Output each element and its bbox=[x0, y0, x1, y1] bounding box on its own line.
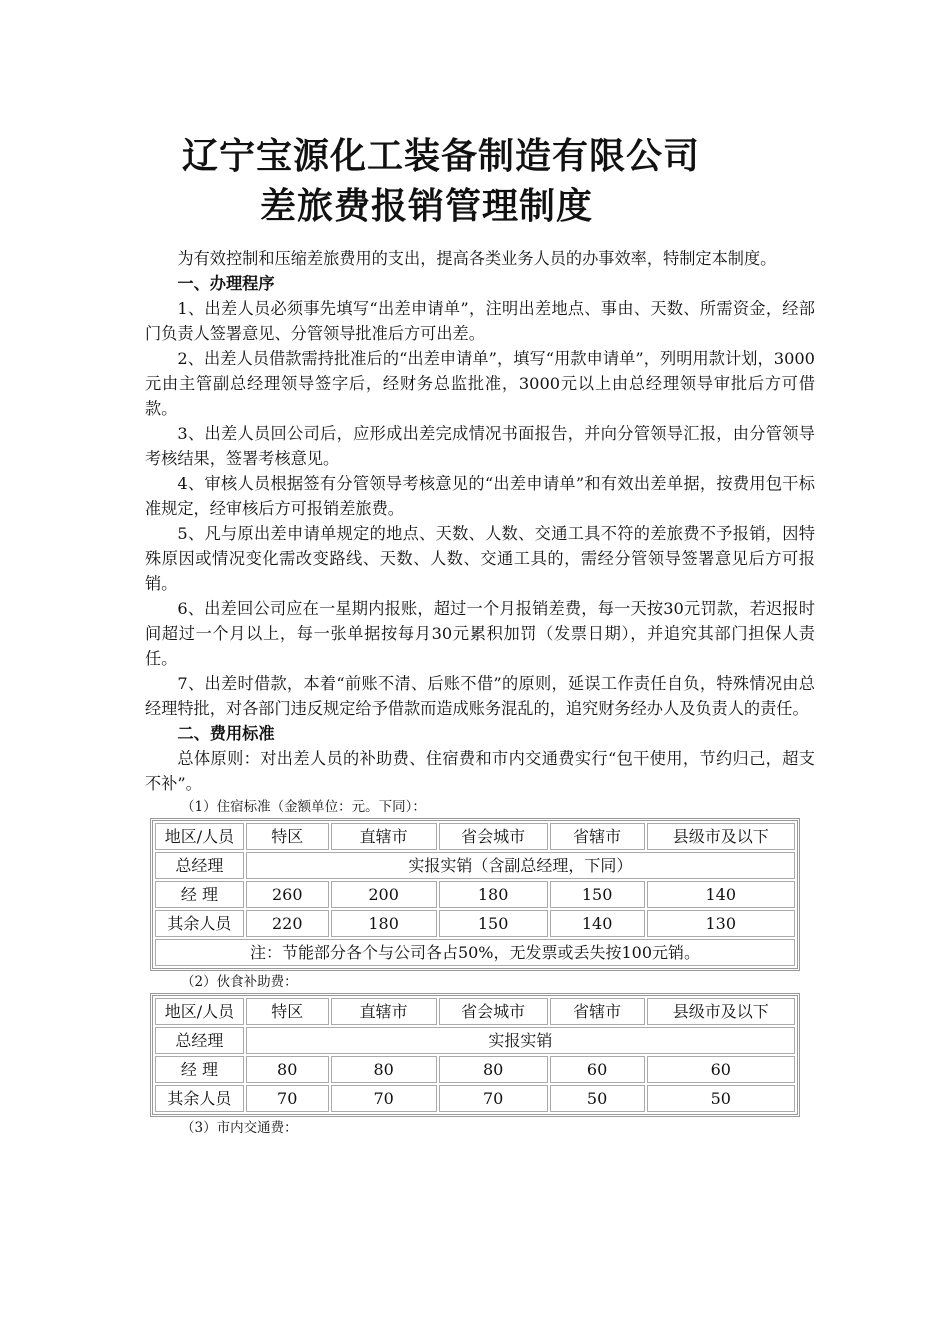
row-label: 总经理 bbox=[155, 1027, 244, 1054]
row-label: 其余人员 bbox=[155, 910, 244, 937]
table-cell: 150 bbox=[550, 881, 645, 908]
section-heading-procedure: 一、办理程序 bbox=[177, 274, 275, 293]
table-cell: 140 bbox=[647, 881, 795, 908]
table-cell: 220 bbox=[246, 910, 329, 937]
table-cell: 80 bbox=[331, 1056, 437, 1083]
table-row bbox=[155, 1027, 795, 1054]
document-body bbox=[145, 246, 815, 1139]
table-cell: 60 bbox=[647, 1056, 795, 1083]
procedure-item: 6、出差回公司应在一星期内报账，超过一个月报销差费，每一天按30元罚款，若迟报时间超过一个月以上，每一张单据按每月30元累积加罚（发票日期），并追究其部门担保人责任。 bbox=[145, 599, 815, 668]
table-cell: 260 bbox=[246, 881, 329, 908]
row-label: 经 理 bbox=[155, 881, 244, 908]
table-header-row bbox=[155, 998, 795, 1025]
general-principle: 总体原则：对出差人员的补助费、住宿费和市内交通费实行“包干使用，节约归己，超支不补”。 bbox=[145, 749, 815, 793]
table-cell: 150 bbox=[439, 910, 548, 937]
merged-cell: 实报实销（含副总经理，下同） bbox=[246, 852, 795, 879]
table-caption-transport: （3）市内交通费： bbox=[181, 1120, 298, 1136]
procedure-item: 2、出差人员借款需持批准后的“出差申请单”，填写“用款申请单”，列明用款计划，3000元由主管副总经理领导签字后，经财务总监批准，3000元以上由总经理领导审批后方可借款。 bbox=[145, 349, 815, 418]
header-cell: 直辖市 bbox=[331, 998, 437, 1025]
table-cell: 70 bbox=[439, 1085, 548, 1112]
table-caption-lodging: （1）住宿标准（金额单位：元。下同）： bbox=[181, 799, 426, 815]
table-header-row bbox=[155, 823, 795, 850]
table-cell: 140 bbox=[550, 910, 645, 937]
procedure-item: 4、审核人员根据签有分管领导考核意见的“出差申请单”和有效出差单据，按费用包干标准规定，经审核后方可报销差旅费。 bbox=[145, 474, 815, 518]
header-cell: 特区 bbox=[246, 823, 329, 850]
intro-paragraph: 为有效控制和压缩差旅费用的支出，提高各类业务人员的办事效率，特制定本制度。 bbox=[177, 249, 777, 268]
row-label: 经 理 bbox=[155, 1056, 244, 1083]
table-cell: 130 bbox=[647, 910, 795, 937]
header-cell: 特区 bbox=[246, 998, 329, 1025]
table-cell: 200 bbox=[331, 881, 437, 908]
header-cell: 省会城市 bbox=[439, 823, 548, 850]
header-cell: 县级市及以下 bbox=[647, 998, 795, 1025]
merged-cell: 实报实销 bbox=[246, 1027, 795, 1054]
header-cell: 县级市及以下 bbox=[647, 823, 795, 850]
table-cell: 60 bbox=[550, 1056, 645, 1083]
meal-allowance-table bbox=[150, 993, 800, 1117]
procedure-item: 1、出差人员必须事先填写“出差申请单”，注明出差地点、事由、天数、所需资金，经部门负责人签署意见、分管领导批准后方可出差。 bbox=[145, 299, 815, 343]
lodging-standard-table bbox=[150, 818, 800, 971]
table-row bbox=[155, 910, 795, 937]
table-row bbox=[155, 852, 795, 879]
table-row bbox=[155, 881, 795, 908]
table-cell: 50 bbox=[550, 1085, 645, 1112]
table-caption-meals: （2）伙食补助费： bbox=[181, 974, 298, 990]
document-title: 差旅费报销管理制度 bbox=[260, 186, 594, 227]
table-cell: 70 bbox=[331, 1085, 437, 1112]
section-heading-standards: 二、费用标准 bbox=[177, 724, 275, 743]
table-cell: 50 bbox=[647, 1085, 795, 1112]
row-label: 其余人员 bbox=[155, 1085, 244, 1112]
table-cell: 80 bbox=[246, 1056, 329, 1083]
header-cell: 地区/人员 bbox=[155, 823, 244, 850]
procedure-item: 7、出差时借款，本着“前账不清、后账不借”的原则，延误工作责任自负，特殊情况由总经理特批，对各部门违反规定给予借款而造成账务混乱的，追究财务经办人及负责人的责任。 bbox=[145, 674, 815, 718]
row-label: 总经理 bbox=[155, 852, 244, 879]
header-cell: 省辖市 bbox=[550, 998, 645, 1025]
table-cell: 80 bbox=[439, 1056, 548, 1083]
header-cell: 省会城市 bbox=[439, 998, 548, 1025]
table-cell: 70 bbox=[246, 1085, 329, 1112]
header-cell: 省辖市 bbox=[550, 823, 645, 850]
table-row bbox=[155, 1056, 795, 1083]
table-cell: 180 bbox=[331, 910, 437, 937]
company-title: 辽宁宝源化工装备制造有限公司 bbox=[182, 136, 701, 177]
table-cell: 180 bbox=[439, 881, 548, 908]
header-cell: 直辖市 bbox=[331, 823, 437, 850]
header-cell: 地区/人员 bbox=[155, 998, 244, 1025]
table-row bbox=[155, 1085, 795, 1112]
procedure-item: 3、出差人员回公司后，应形成出差完成情况书面报告，并向分管领导汇报，由分管领导考核结果，签署考核意见。 bbox=[145, 424, 815, 468]
table-note: 注：节能部分各个与公司各占50%，无发票或丢失按100元销。 bbox=[155, 939, 795, 966]
procedure-item: 5、凡与原出差申请单规定的地点、天数、人数、交通工具不符的差旅费不予报销，因特殊原因或情况变化需改变路线、天数、人数、交通工具的，需经分管领导签署意见后方可报销。 bbox=[145, 524, 815, 593]
table-note-row bbox=[155, 939, 795, 966]
